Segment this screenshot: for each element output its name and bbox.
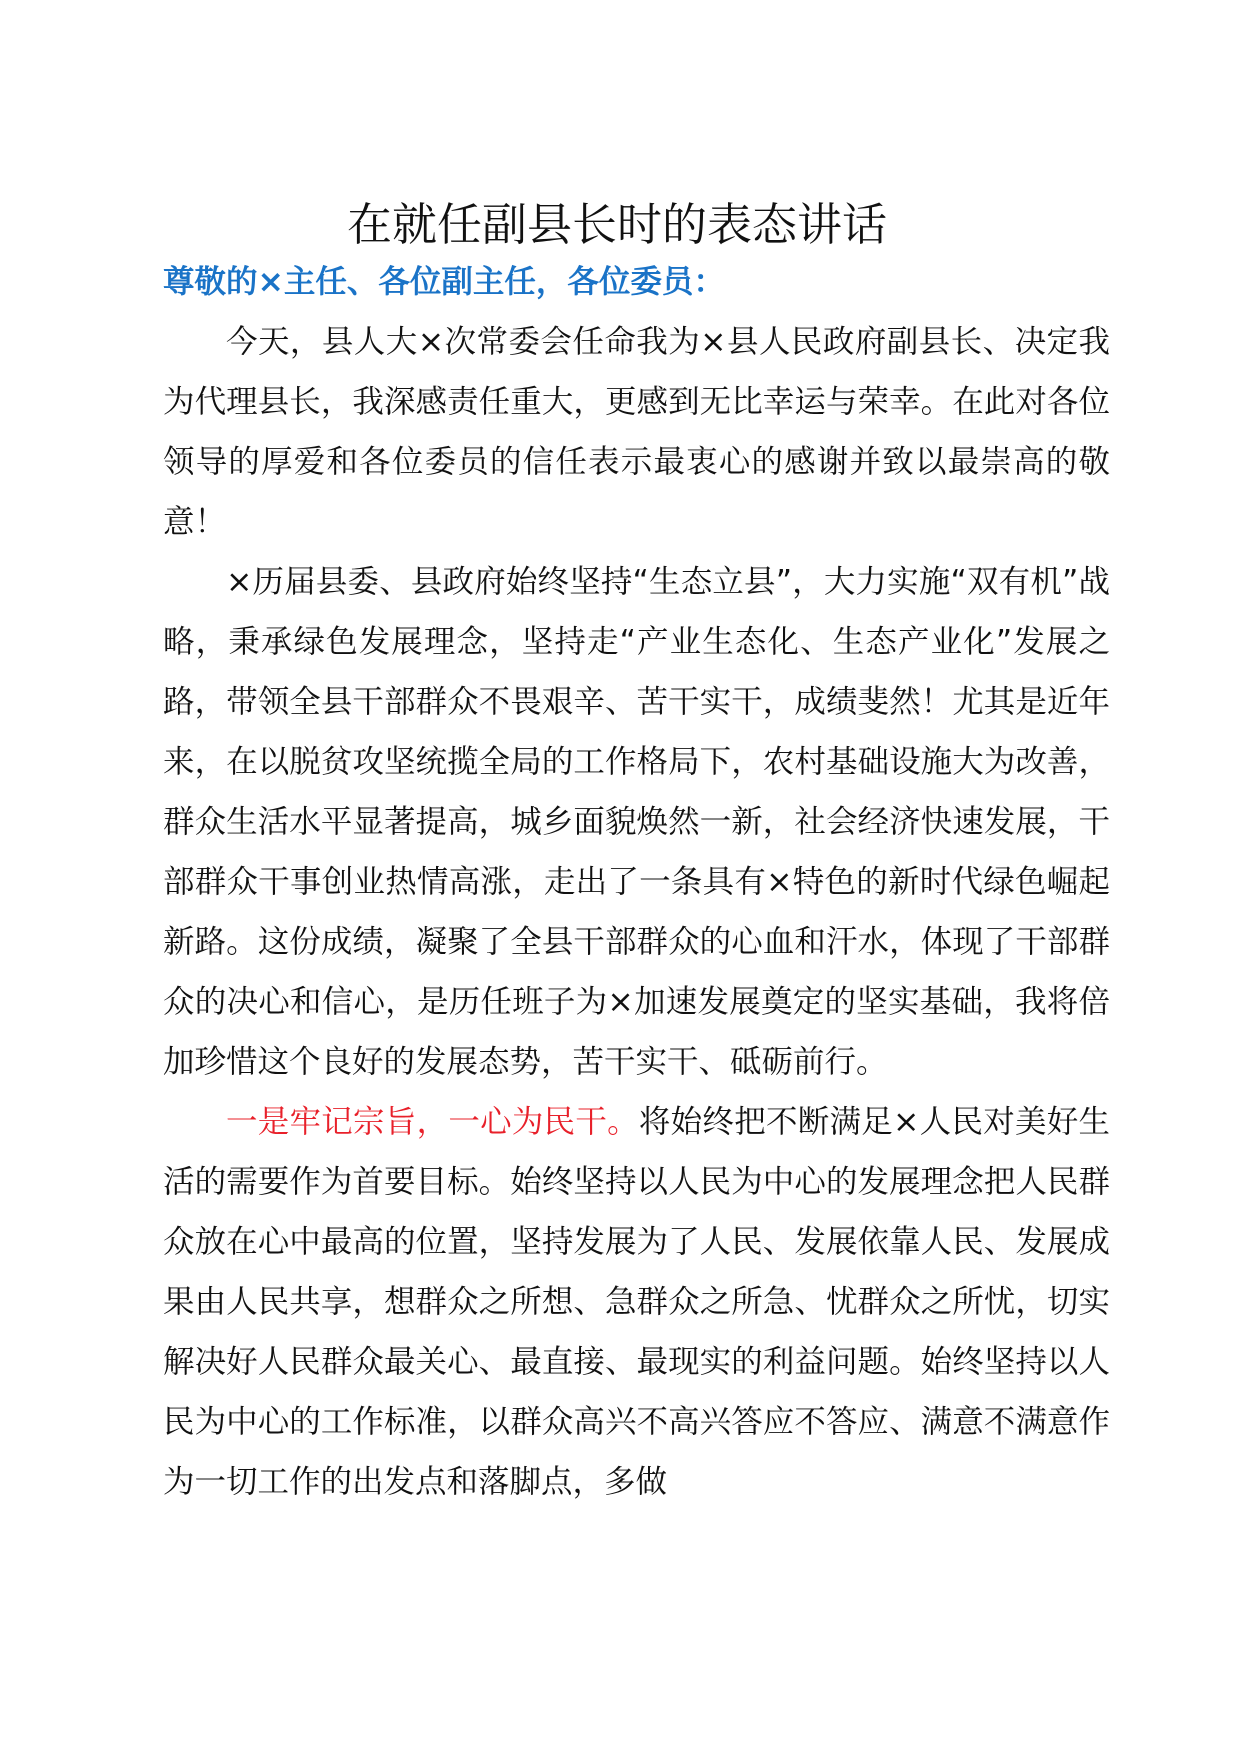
- paragraph-text: 今天，县人大×次常委会任命我为×县人民政府副县长、决定我为代理县长，我深感责任重大，更感到无比幸运与荣幸。在此对各位领导的厚爱和各位委员的信任表示最衷心的感谢并致以最崇高的敬意！: [163, 324, 1110, 540]
- paragraph-1: [163, 312, 1110, 552]
- salutation: 尊敬的×主任、各位副主任，各位委员：: [163, 264, 725, 300]
- document-body: [163, 252, 1110, 1512]
- paragraph-2: [163, 552, 1110, 1092]
- paragraph-text: ×历届县委、县政府始终坚持“生态立县”，大力实施“双有机”战略，秉承绿色发展理念，坚持走“产业生态化、生态产业化”发展之路，带领全县干部群众不畏艰辛、苦干实干，成绩斐然！尤其是近年来，在以脱贫攻坚统揽全局的工作格局下，农村基础设施大为改善，群众生活水平显著提高，城乡面貌焕然一新，社会经济快速发展，干部群众干事创业热情高涨，走出了一条具有×特色的新时代绿色崛起新路。这份成绩，凝聚了全县干部群众的心血和汗水，体现了干部群众的决心和信心，是历任班子为×加速发展奠定的坚实基础，我将倍加珍惜这个良好的发展态势，苦干实干、砥砺前行。: [163, 564, 1110, 1080]
- document-title: 在就任副县长时的表态讲话: [346, 198, 887, 252]
- paragraph-lead-heading: 一是牢记宗旨，一心为民干。: [226, 1104, 639, 1140]
- paragraph-3: [163, 1092, 1110, 1512]
- paragraph-text: 将始终把不断满足×人民对美好生活的需要作为首要目标。始终坚持以人民为中心的发展理念把人民群众放在心中最高的位置，坚持发展为了人民、发展依靠人民、发展成果由人民共享，想群众之所想、急群众之所急、忧群众之所忧，切实解决好人民群众最关心、最直接、最现实的利益问题。始终坚持以人民为中心的工作标准，以群众高兴不高兴答应不答应、满意不满意作为一切工作的出发点和落脚点，多做: [163, 1104, 1110, 1500]
